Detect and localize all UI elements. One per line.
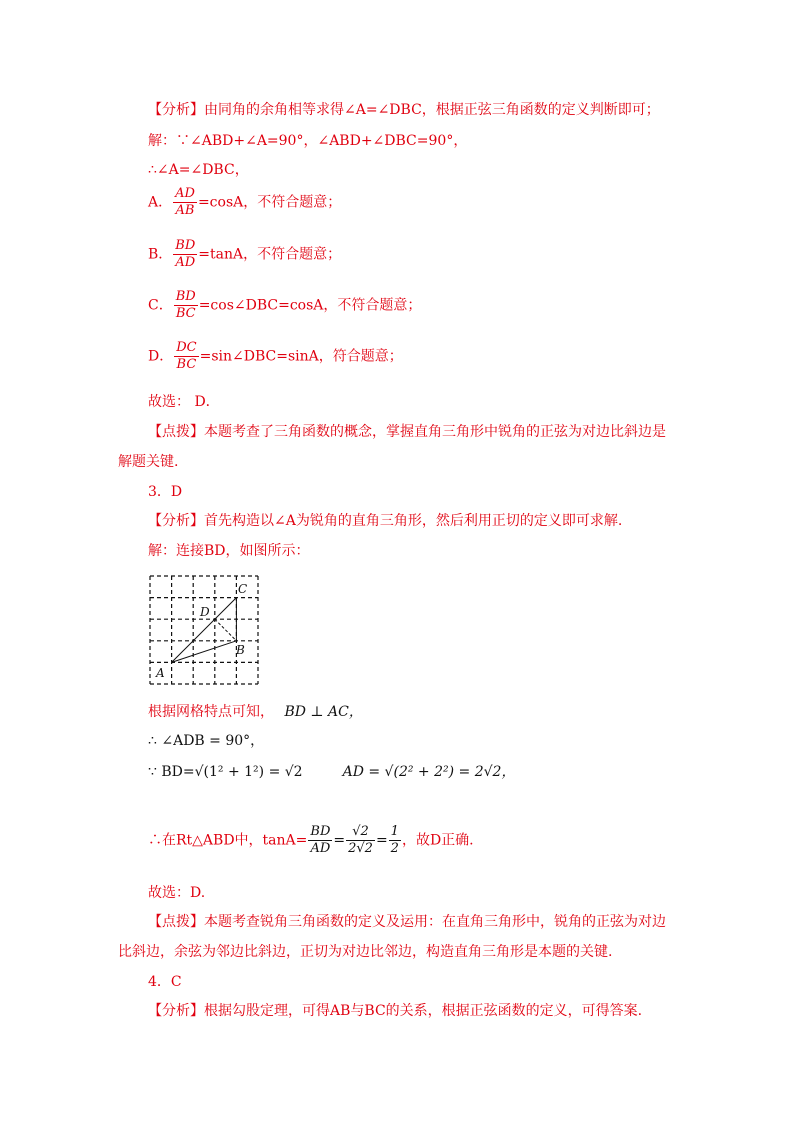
option-c-suffix: =cos∠DBC=cosA，不符合题意； [198, 297, 422, 314]
tan-equals-2: = [375, 832, 388, 849]
q3-lengths [148, 762, 515, 782]
q3-solution-line1: 解：连接BD，如图所示： [148, 543, 310, 559]
q2-solution-line1: 解：∵∠ABD+∠A=90°，∠ABD+∠DBC=90°， [148, 133, 468, 149]
label-c: C [238, 582, 248, 596]
segment-bd [215, 619, 237, 641]
grid-figure-svg [148, 574, 260, 686]
option-a-suffix: =cosA，不符合题意； [197, 194, 342, 211]
option-a-fraction [173, 186, 197, 219]
q2-solution-line2: ∴∠A=∠DBC， [148, 162, 249, 178]
q3-grid-note [148, 702, 363, 722]
bd-prefix: ∵ BD= [148, 764, 195, 780]
fraction-denominator: AB [175, 203, 195, 218]
q2-option-a [148, 186, 341, 219]
q4-analysis: 【分析】根据勾股定理，可得AB与BC的关系，根据正弦函数的定义，可得答案. [148, 1003, 643, 1019]
tan-prefix: ∴在Rt△ABD中，tanA= [148, 832, 308, 849]
q3-angle: ∴ ∠ADB = 90°， [148, 733, 265, 749]
label-d: D [200, 605, 210, 619]
fraction-denominator: AD [175, 255, 196, 270]
q2-comment-line1: 【点拨】本题考查了三角函数的概念，掌握直角三角形中锐角的正弦为对边比斜边是 [148, 424, 666, 440]
q4-number: 4．C [148, 974, 182, 990]
q2-option-b [148, 238, 341, 271]
q2-answer: 故选： D． [148, 394, 220, 410]
fraction-denominator: BC [176, 357, 197, 372]
fraction-numerator: √2 [346, 824, 375, 841]
fraction-denominator: AD [310, 841, 331, 856]
grid-figure [148, 574, 260, 686]
label-a: A [156, 666, 165, 680]
q2-option-d [148, 340, 403, 373]
fraction-denominator: BC [175, 306, 196, 321]
option-b-fraction [173, 238, 197, 271]
option-c-fraction [174, 289, 198, 322]
tan-equals: = [333, 832, 346, 849]
q3-comment-line1: 【点拨】本题考查锐角三角函数的定义及运用：在直角三角形中，锐角的正弦为对边 [148, 914, 666, 930]
fraction-numerator: DC [176, 340, 197, 355]
fraction-numerator: BD [310, 824, 331, 839]
tan-suffix: ，故D正确. [401, 832, 474, 849]
option-b-prefix: B． [148, 246, 173, 263]
fraction-denominator: 2 [390, 841, 399, 856]
perp-formula: BD ⊥ AC， [284, 704, 363, 720]
ad-expression: AD = √(2² + 2²) = 2√2， [342, 764, 516, 780]
option-d-suffix: =sin∠DBC=sinA，符合题意； [199, 348, 403, 365]
q3-analysis: 【分析】首先构造以∠A为锐角的直角三角形，然后利用正切的定义即可求解. [148, 513, 623, 529]
option-c-prefix: C． [148, 297, 173, 314]
fraction-denominator: 2√2 [348, 841, 373, 856]
q3-number: 3．D [148, 484, 183, 500]
tan-fraction-3 [389, 824, 401, 857]
bd-expression: √(1² + 1²) = √2 [194, 764, 303, 780]
label-b: B [236, 643, 245, 657]
q2-comment-line2: 解题关键. [118, 454, 179, 470]
fraction-numerator: 1 [390, 824, 399, 839]
segment-ab [172, 641, 237, 663]
tan-fraction-1 [308, 824, 332, 857]
q3-comment-line2: 比斜边，余弦为邻边比斜边，正切为对边比邻边，构造直角三角形是本题的关键. [118, 944, 613, 960]
q3-tan [148, 824, 474, 857]
grid-note-text: 根据网格特点可知， [148, 704, 274, 720]
fraction-numerator: BD [175, 238, 196, 253]
option-d-fraction [174, 340, 198, 373]
tan-fraction-2 [346, 824, 375, 857]
fraction-numerator: BD [175, 289, 196, 304]
q3-answer: 故选：D. [148, 885, 206, 901]
fraction-numerator: AD [175, 186, 195, 201]
option-b-suffix: =tanA，不符合题意； [198, 246, 342, 263]
option-a-prefix: A． [148, 194, 173, 211]
option-d-prefix: D． [148, 348, 174, 365]
q2-option-c [148, 289, 421, 322]
q2-analysis: 【分析】由同角的余角相等求得∠A=∠DBC，根据正弦三角函数的定义判断即可； [148, 102, 660, 118]
